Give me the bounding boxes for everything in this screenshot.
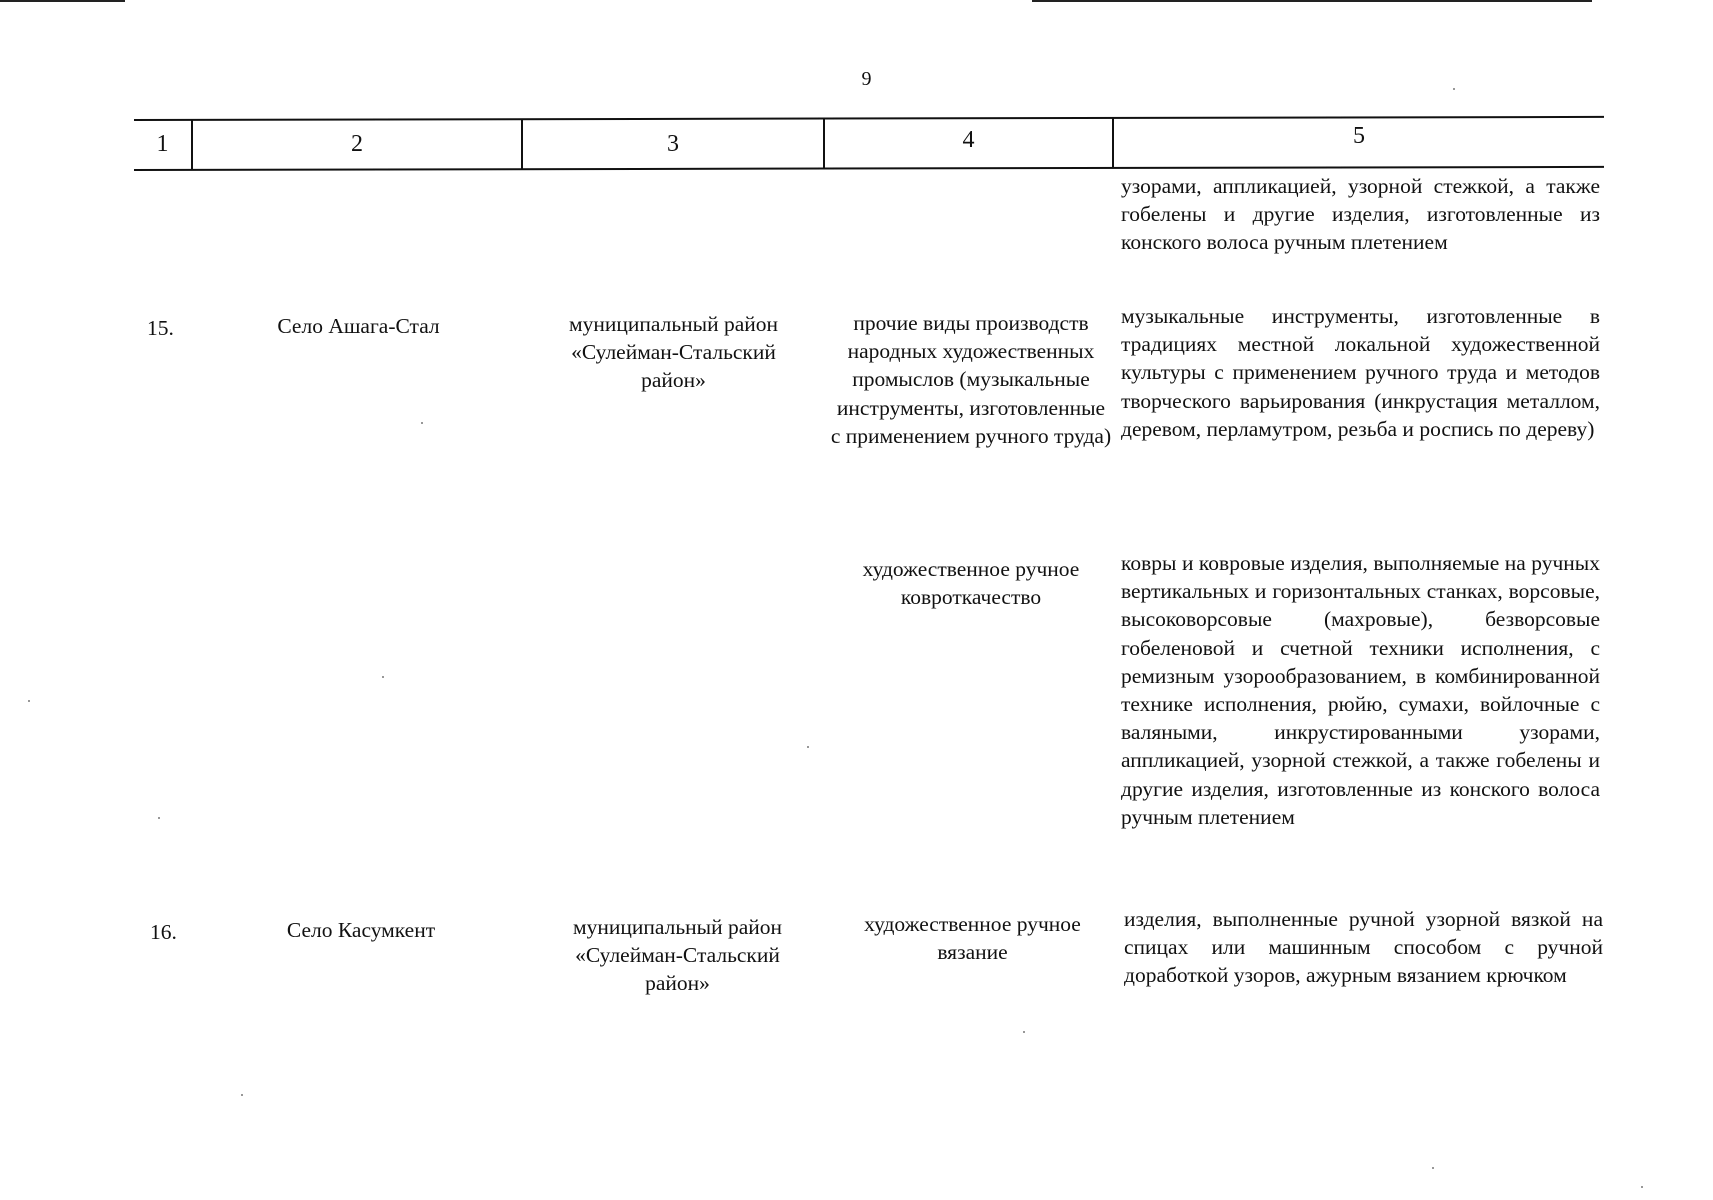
place-name: Село Ашага-Стал bbox=[277, 314, 440, 338]
scan-speck bbox=[1432, 1167, 1434, 1169]
continuation-description: узорами, аппликацией, узорной стежкой, а также гобелены и другие изделия, изготовленные из конского волоса ручным плетением bbox=[1121, 174, 1600, 255]
header-col-4: 4 bbox=[962, 127, 975, 153]
scan-edge-line-right bbox=[1032, 0, 1592, 2]
craft-description: ковры и ковровые изделия, выполняемые на ручных вертикальных и горизонтальных станках, ворсовые, высоковорсовые (махровые), безворсовые гобеленовой и счетной техники исполнения, с ремизным узорообразованием, в комбинированной технике исполнения, рюйю, сумахи, войлочные с валяными, инкрустированными узорами, аппликацией, узорной стежкой, а также гобелены и другие изделия, изготовленные из конского волоса ручным плетением bbox=[1121, 551, 1600, 829]
scan-edge-line-left bbox=[0, 0, 125, 2]
page-number: 9 bbox=[861, 68, 872, 90]
scan-speck bbox=[28, 700, 30, 702]
row-number: 15. bbox=[147, 316, 174, 340]
craft-type: художественное ручное вязание bbox=[864, 912, 1081, 965]
district-name: муниципальный район «Сулейман-Стальский район» bbox=[568, 312, 779, 393]
scan-speck bbox=[1023, 1031, 1025, 1033]
craft-type: художественное ручное ковроткачество bbox=[862, 557, 1080, 610]
header-col-1: 1 bbox=[156, 131, 169, 157]
header-col-3: 3 bbox=[667, 131, 679, 157]
craft-description: музыкальные инструменты, изготовленные в традициях местной локальной художественной культуры с применением ручного труда и методов творческого варьирования (инкрустация металлом, деревом, перламутром, резьба и роспись по дереву) bbox=[1121, 304, 1600, 441]
scan-speck bbox=[1641, 1186, 1643, 1188]
district-name: муниципальный район «Сулейман-Стальский район» bbox=[572, 915, 783, 996]
place-name: Село Касумкент bbox=[286, 918, 436, 942]
scan-speck bbox=[1453, 88, 1455, 90]
row-number: 16. bbox=[150, 920, 177, 944]
scan-speck bbox=[382, 676, 384, 678]
scan-speck bbox=[421, 422, 423, 424]
scan-speck bbox=[241, 1094, 243, 1096]
craft-type: прочие виды производств народных художественных промыслов (музыкальные инструменты, изготовленные с применением ручного труда) bbox=[830, 311, 1112, 448]
scan-speck bbox=[158, 817, 160, 819]
craft-description: изделия, выполненные ручной узорной вязкой на спицах или машинным способом с ручной доработкой узоров, ажурным вязанием крючком bbox=[1124, 907, 1603, 988]
header-col-2: 2 bbox=[351, 131, 363, 157]
scan-speck bbox=[807, 746, 809, 748]
header-col-5: 5 bbox=[1353, 123, 1365, 149]
